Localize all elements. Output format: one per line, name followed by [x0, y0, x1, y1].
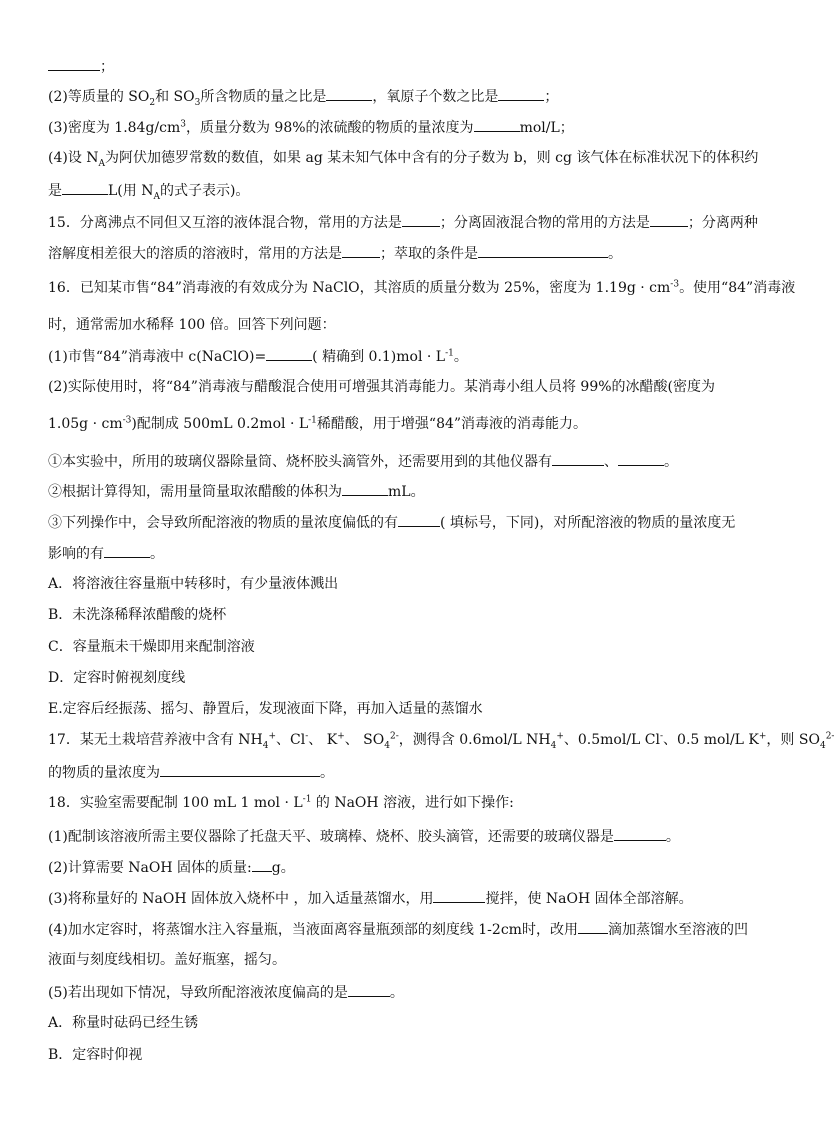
text-run: 液面与刻度线相切。盖好瓶塞，摇匀。: [48, 952, 286, 968]
text-run: 2-: [825, 731, 834, 742]
text-run: 所含物质的量之比是: [200, 89, 327, 105]
text-run: (4)设 N: [48, 150, 99, 166]
answer-blank: [252, 857, 272, 872]
q18-part3: [48, 888, 754, 909]
q16-part2: [48, 377, 754, 397]
text-run: ；: [100, 59, 114, 75]
q16: [48, 278, 796, 298]
text-run: ( 填标号，下同)，对所配溶液的物质的量浓度无: [440, 515, 736, 531]
text-run: 稀醋酸，用于增强“84”消毒液的消毒能力。: [316, 416, 588, 432]
answer-blank: [62, 180, 108, 195]
text-run: 、 SO: [344, 732, 385, 748]
text-run: 的 NaOH 溶液，进行如下操作:: [311, 795, 514, 811]
text-run: 16．已知某市售“84”消毒液的有效成分为 NaClO，其溶质的质量分数为 25%，密度为 1.19g · cm: [48, 280, 671, 296]
answer-blank: [160, 762, 320, 777]
q16-cont: [48, 315, 754, 335]
text-run: ②根据计算得知，需用量筒量取浓醋酸的体积为: [48, 484, 342, 500]
text-run: 溶解度相差很大的溶质的溶液时，常用的方法是: [48, 246, 342, 262]
q18-part2: [48, 857, 754, 878]
q16-part2-cont: [48, 414, 754, 434]
text-run: 18．实验室需要配制 100 mL 1 mol · L: [48, 795, 303, 811]
text-run: 为阿伏加德罗常数的数值，如果 ag 某未知气体中含有的分子数为 b，则 cg 该气体在标准状况下的体积约: [105, 150, 759, 166]
text-run: (2)计算需要 NaOH 固体的质量:: [48, 860, 252, 876]
q18-option-b: B．定容时仰视: [48, 1047, 143, 1063]
text-run: +: [758, 731, 767, 742]
text-run: -3: [122, 415, 132, 426]
text-run: ③下列操作中，会导致所配溶液的物质的量浓度偏低的有: [48, 515, 398, 531]
answer-blank: [48, 56, 100, 71]
text-run: 、: [604, 454, 618, 470]
q14-part2: [48, 86, 754, 107]
q18: [48, 793, 754, 813]
text-run: ；分离两种: [687, 215, 758, 231]
text-run: 。: [320, 765, 334, 781]
answer-blank: [474, 117, 520, 132]
q16-step3-cont: [48, 543, 754, 564]
text-run: 2-: [390, 731, 399, 742]
text-run: mL。: [388, 484, 425, 500]
q15: [48, 212, 758, 233]
answer-blank: [614, 826, 666, 841]
answer-blank: [342, 243, 380, 258]
answer-blank: [433, 888, 485, 903]
text-run: 时，通常需加水稀释 100 倍。回答下列问题：: [48, 317, 336, 333]
text-run: 4: [384, 740, 390, 751]
text-run: 和 SO: [155, 89, 195, 105]
text-run: 、 K: [308, 732, 338, 748]
text-run: L(用 N: [108, 183, 154, 199]
text-run: mol/L；: [519, 120, 574, 136]
text-run: -3: [670, 279, 680, 290]
text-run: (1)配制该溶液所需主要仪器除了托盘天平、玻璃棒、烧杯、胶头滴管，还需要的玻璃仪器是: [48, 829, 614, 845]
text-run: 影响的有: [48, 546, 104, 562]
text-run: 3: [180, 119, 186, 130]
option-a: A．将溶液往容量瓶中转移时，有少量液体溅出: [48, 576, 339, 592]
text-run: 17．某无土栽培营养液中含有 NH: [48, 732, 263, 748]
text-run: (2)等质量的 SO: [48, 89, 150, 105]
text-run: ；分离固液混合物的常用的方法是: [439, 215, 650, 231]
q18-part4-cont: [48, 950, 754, 970]
text-run: 、0.5mol/L Cl: [563, 732, 660, 748]
answer-blank: [402, 212, 440, 227]
text-run: (1)市售“84”消毒液中 c(NaClO)=: [48, 349, 267, 365]
text-run: ①本实验中，所用的玻璃仪器除量筒、烧杯胶头滴管外，还需要用到的其他仪器有: [48, 454, 552, 470]
text-run: -1: [308, 415, 317, 426]
text-run: 2: [149, 97, 156, 108]
text-run: ；: [544, 89, 559, 105]
answer-blank: [578, 919, 608, 934]
text-run: ，测得含 0.6mol/L NH: [398, 732, 551, 748]
answer-blank: [498, 86, 544, 101]
text-run: )配制成 500mL 0.2mol · L: [131, 416, 309, 432]
option-b: B．未洗涤稀释浓醋酸的烧杯: [48, 607, 227, 623]
text-run: (3)将称量好的 NaOH 固体放入烧杯中 ，加入适量蒸馏水，用: [48, 891, 434, 907]
text-run: 。使用“84”消毒液: [679, 280, 796, 296]
text-run: ；萃取的条件是: [380, 246, 478, 262]
q14-part4-cont: [48, 180, 754, 201]
answer-blank: [478, 243, 608, 258]
option-c: C．容量瓶未干燥即用来配制溶液: [48, 639, 255, 655]
text-run: 的式子表示)。: [159, 183, 250, 199]
answer-blank: [618, 451, 664, 466]
text-run: -: [305, 731, 309, 742]
text-run: (5)若出现如下情况，导致所配溶液浓度偏高的是: [48, 985, 348, 1001]
text-run: 、Cl: [276, 732, 306, 748]
text-run: ，则 SO: [766, 732, 820, 748]
q18-part1: [48, 826, 754, 847]
text-run: -1: [302, 794, 312, 805]
text-run: 1.05g · cm: [48, 416, 123, 432]
text-run: ，氧原子个数之比是: [372, 89, 499, 105]
text-run: -1: [445, 348, 454, 359]
answer-blank: [398, 512, 440, 527]
q14-part4: [48, 148, 759, 169]
answer-blank: [266, 346, 312, 361]
text-run: 。: [665, 829, 680, 845]
text-run: +: [556, 731, 564, 742]
text-run: 4: [262, 740, 269, 751]
q18-option-a: A．称量时砝码已经生锈: [48, 1015, 199, 1031]
q17-cont: [48, 762, 754, 783]
option-e: E.定容后经振荡、摇匀、静置后，发现液面下降，再加入适量的蒸馏水: [48, 701, 483, 717]
text-run: 、0.5 mol/L K: [663, 732, 759, 748]
text-run: 。: [453, 349, 468, 365]
answer-blank: [348, 982, 390, 997]
text-run: 。: [150, 546, 164, 562]
text-run: 。: [389, 985, 404, 1001]
text-run: 。: [608, 246, 622, 262]
text-run: +: [337, 731, 345, 742]
text-run: 是: [48, 183, 62, 199]
text-run: 滴加蒸馏水至溶液的凹: [607, 922, 748, 938]
text-run: 。: [664, 454, 678, 470]
text-run: 4: [819, 740, 826, 751]
answer-blank: [326, 86, 372, 101]
q16-step1: [48, 451, 754, 472]
q18-part4: [48, 919, 754, 940]
q14-part3: [48, 117, 754, 138]
answer-blank: [552, 451, 604, 466]
q18-part5: [48, 982, 754, 1003]
answer-blank: [104, 543, 150, 558]
text-run: 搅拌，使 NaOH 固体全部溶解。: [485, 891, 693, 907]
q14-3-tail: [48, 56, 754, 77]
answer-blank: [342, 481, 388, 496]
text-run: (2)实际使用时，将“84”消毒液与醋酸混合使用可增强其消毒能力。某消毒小组人员将 99%的冰醋酸(密度为: [48, 379, 715, 395]
text-run: -: [660, 731, 664, 742]
text-run: g。: [271, 860, 295, 876]
q16-part1: [48, 346, 754, 367]
option-d: D．定容时俯视刻度线: [48, 670, 186, 686]
text-run: A: [153, 191, 160, 202]
q16-step3: [48, 512, 754, 533]
text-run: ，质量分数为 98%的浓硫酸的物质的量浓度为: [185, 120, 474, 136]
q16-step2: [48, 481, 754, 502]
text-run: 的物质的量浓度为: [48, 765, 160, 781]
q17: [48, 730, 834, 751]
answer-blank: [650, 212, 688, 227]
text-run: (3)密度为 1.84g/cm: [48, 120, 181, 136]
text-run: ( 精确到 0.1)mol · L: [312, 349, 446, 365]
text-run: A: [98, 158, 106, 169]
text-run: (4)加水定容时，将蒸馏水注入容量瓶，当液面离容量瓶颈部的刻度线 1-2cm时，改用: [48, 922, 578, 938]
text-run: +: [268, 731, 277, 742]
text-run: 4: [550, 740, 557, 751]
q15-cont: [48, 243, 754, 264]
text-run: 3: [194, 97, 201, 108]
text-run: 15．分离沸点不同但又互溶的液体混合物，常用的方法是: [48, 215, 402, 231]
